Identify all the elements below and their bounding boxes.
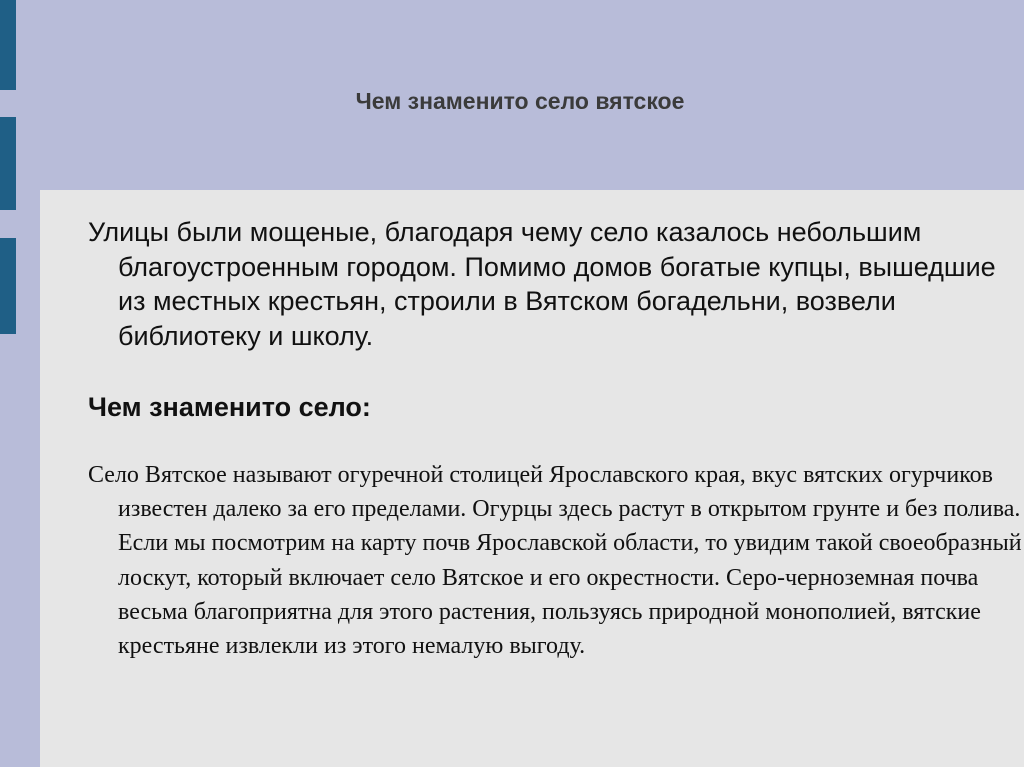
- title-area: [16, 0, 1024, 190]
- paragraph-streets: Улицы были мощеные, благодаря чему село казалось небольшим благоустроенным городом. Помимо домов богатые купцы, вышедшие из местных крестьян, строили в Вятском богадельни, возвели библиотеку и школу.: [88, 217, 996, 351]
- accent-bar-middle: [0, 117, 16, 210]
- accent-bar-bottom: [0, 238, 16, 334]
- content-panel: [40, 190, 1024, 767]
- section-heading: Чем знаменито село:: [88, 392, 371, 422]
- paragraph-cucumbers: Село Вятское называют огуречной столицей Ярославского края, вкус вятских огурчиков известен далеко за его пределами. Огурцы здесь растут в открытом грунте и без полива. Если мы посмотрим на карту почв Ярославской области, то увидим такой своеобразный лоскут, который включает село Вятское и его окрестности. Серо-черноземная почва весьма благоприятна для этого растения, пользуясь природной монополией, вятские крестьяне извлекли из этого немалую выгоду.: [88, 462, 1022, 660]
- slide-title: Чем знаменито село вятское: [355, 88, 685, 114]
- accent-bar-top: [0, 0, 16, 90]
